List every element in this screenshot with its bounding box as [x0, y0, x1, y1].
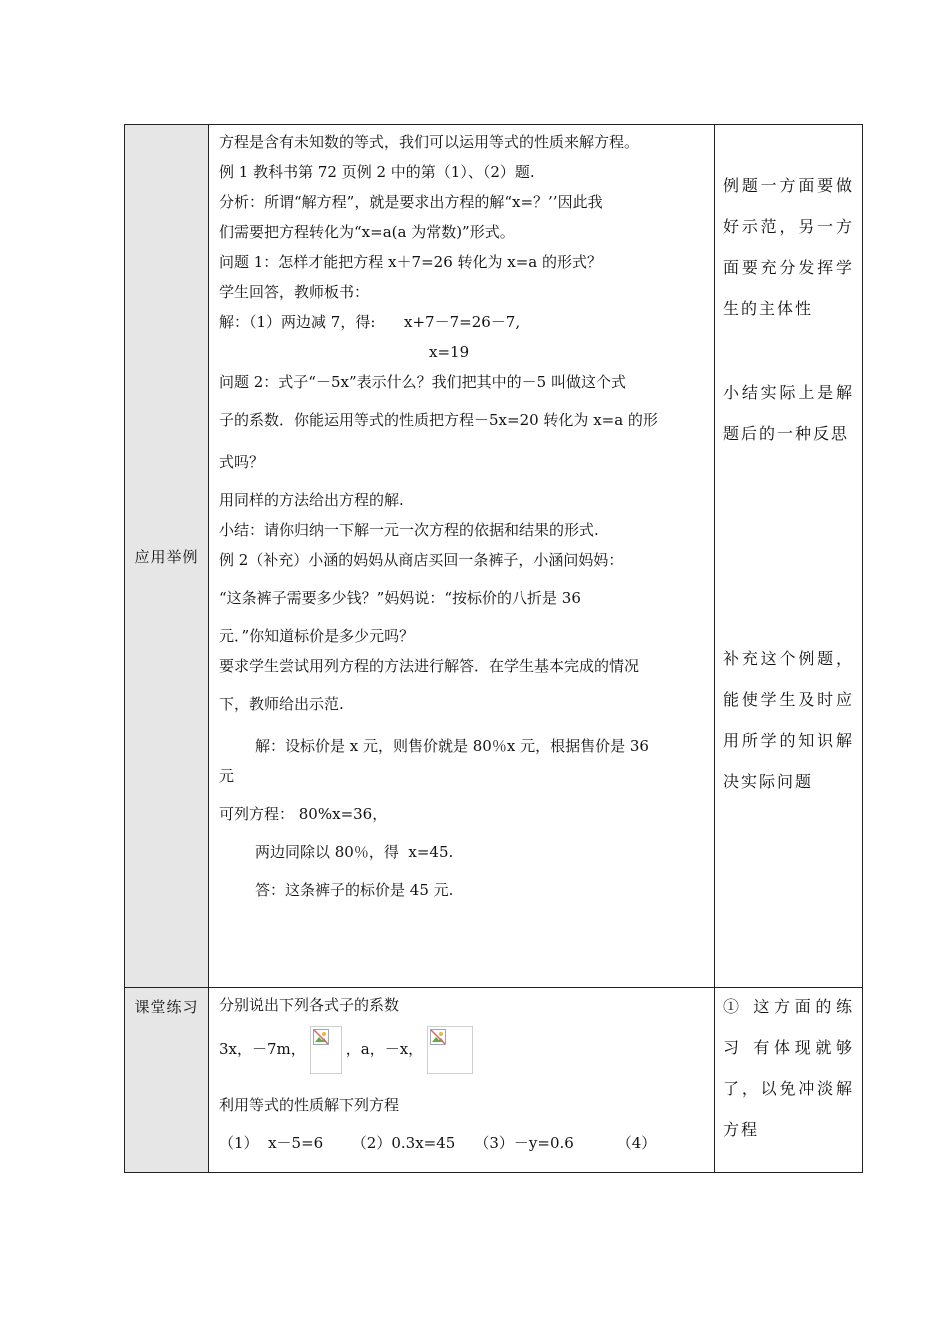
coeff-text: ，a，－x， [345, 1040, 424, 1058]
apply-line: 问题 1：怎样才能把方程 x＋7=26 转化为 x=a 的形式？ [219, 253, 603, 271]
note-example: 例题一方面要做好示范，另一方面要充分发挥学生的主体性 [723, 176, 854, 318]
apply-line: 用同样的方法给出方程的解. [219, 491, 404, 509]
apply-line: x=19 [429, 343, 470, 361]
coefficient-line [219, 1024, 706, 1074]
coeff-text: 3x，－7m， [219, 1040, 306, 1058]
apply-line: 例 1 教科书第 72 页例 2 中的第（1）、（2）题. [219, 163, 535, 181]
apply-line: 式吗？ [219, 453, 265, 471]
apply-label-cell [125, 125, 209, 988]
apply-row [125, 125, 863, 988]
apply-label: 应用举例 [134, 547, 199, 566]
practice-line: （1） x－5=6 （2）0.3x=45 （3）－y=0.6 （4） [219, 1134, 657, 1152]
apply-line: 两边同除以 80％，得 x=45. [255, 843, 454, 861]
broken-image-icon [310, 1026, 342, 1074]
practice-line: 利用等式的性质解下列方程 [219, 1096, 400, 1114]
practice-notes-cell [715, 988, 863, 1173]
apply-line: 子的系数．你能运用等式的性质把方程－5x=20 转化为 x=a 的形 [219, 411, 658, 429]
practice-row [125, 988, 863, 1173]
practice-label: 课堂练习 [134, 998, 199, 1016]
apply-line: 下，教师给出示范. [219, 695, 344, 713]
apply-line: 解：（1）两边减 7，得: x+7－7=26－7, [219, 313, 521, 331]
note-supplement: 补充这个例题，能使学生及时应用所学的知识解决实际问题 [723, 649, 854, 791]
apply-line: 元．”你知道标价是多少元吗？ [219, 627, 415, 645]
apply-line: 要求学生尝试用列方程的方法进行解答．在学生基本完成的情况 [219, 657, 640, 675]
note-summary: 小结实际上是解题后的一种反思 [723, 383, 854, 443]
apply-line: “这条裤子需要多少钱？”妈妈说：“按标价的八折是 36 [219, 589, 581, 607]
lesson-plan-table [124, 124, 863, 1173]
apply-line: 可列方程： 80%x=36， [219, 805, 388, 823]
apply-line: 学生回答，教师板书： [219, 283, 370, 301]
apply-line: 元 [219, 767, 235, 785]
apply-line: 分析：所谓“解方程”，就是要求出方程的解“x=？’’因此我 [219, 193, 603, 211]
practice-label-cell [125, 988, 209, 1173]
practice-line: 分别说出下列各式子的系数 [219, 996, 400, 1014]
practice-content-cell [209, 988, 715, 1173]
note-practice: ① 这方面的练习 有体现就够了，以免冲淡解方程 [723, 997, 854, 1139]
apply-notes-cell [715, 125, 863, 988]
apply-line: 例 2（补充）小涵的妈妈从商店买回一条裤子，小涵问妈妈： [219, 551, 624, 569]
apply-line: 答：这条裤子的标价是 45 元. [255, 881, 454, 899]
apply-content-cell [209, 125, 715, 988]
apply-line: 问题 2：式子“－5x”表示什么？我们把其中的－5 叫做这个式 [219, 373, 626, 391]
apply-line: 小结：请你归纳一下解一元一次方程的依据和结果的形式. [219, 521, 599, 539]
apply-line: 方程是含有未知数的等式，我们可以运用等式的性质来解方程。 [219, 133, 640, 151]
apply-line: 们需要把方程转化为“x=a(a 为常数)”形式。 [219, 223, 515, 241]
broken-image-icon [427, 1026, 473, 1074]
apply-line: 解：设标价是 x 元，则售价就是 80％x 元，根据售价是 36 [255, 737, 649, 755]
